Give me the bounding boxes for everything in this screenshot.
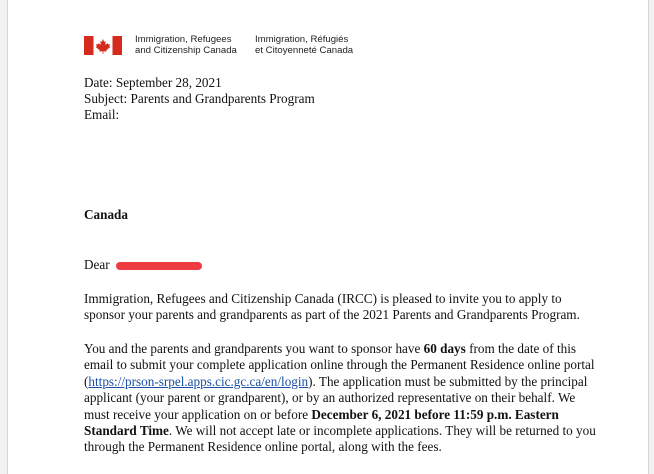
letter-metadata (84, 75, 315, 123)
paragraph-invitation: Immigration, Refugees and Citizenship Canada (IRCC) is pleased to invite you to apply to sponsor your parents and grandparents as part of the 2021 Parents and Grandparents Program. (84, 291, 580, 323)
p2-text-4: . We will not accept late or incomplete applications. They will be returned to you through the Permanent Residence online portal, along with the fees. (84, 423, 596, 455)
department-name-english (135, 34, 237, 56)
letter-email-label: Email: (84, 107, 120, 122)
letter-page (7, 0, 649, 474)
paragraph-deadline (84, 341, 596, 456)
letter-date: Date: September 28, 2021 (84, 75, 222, 90)
department-name-french (255, 34, 353, 56)
dept-en-line1: Immigration, Refugees (135, 34, 232, 45)
portal-login-link[interactable]: https://prson-srpel.apps.cic.gc.ca/en/login (88, 373, 309, 389)
dept-en-line2: and Citizenship Canada (135, 45, 237, 56)
salutation-text: Dear (84, 257, 110, 272)
dept-fr-line1: Immigration, Réfugiés (255, 34, 349, 45)
letter-subject: Subject: Parents and Grandparents Program (84, 91, 315, 106)
p2-bold-deadline: December 6, 2021 before 11:59 p.m. Eastern Standard Time (84, 406, 559, 439)
p2-text-3: ). The application must be submitted by the principal applicant (your parent or grandparent), or by an authorized representative on their behalf. We must receive your application on or before (84, 373, 588, 422)
p2-text-2: from the date of this email to submit your complete application online through the Permanent Residence online portal ( (84, 341, 595, 389)
dept-fr-line2: et Citoyenneté Canada (255, 45, 354, 56)
p2-bold-days: 60 days (423, 341, 466, 356)
salutation (84, 257, 202, 273)
redacted-name (116, 262, 202, 270)
p2-text-1: You and the parents and grandparents you want to sponsor have (84, 341, 424, 356)
canada-flag-icon (84, 36, 122, 55)
recipient-country: Canada (84, 207, 128, 222)
